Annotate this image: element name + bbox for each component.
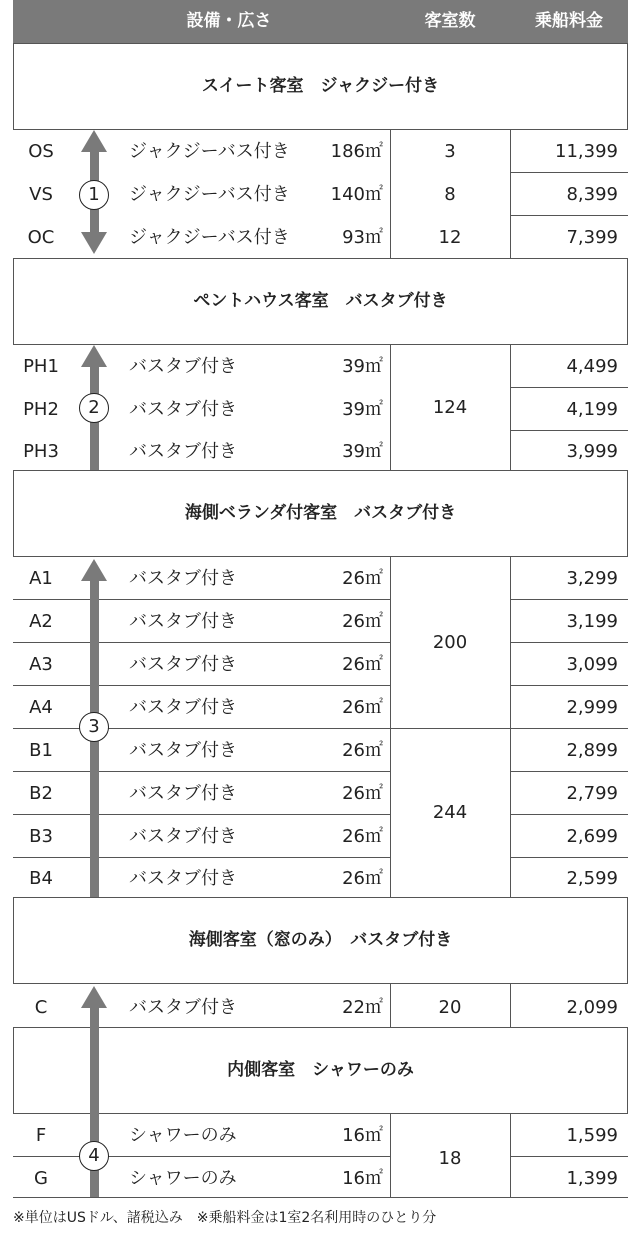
cabin-code: OC [27,227,55,248]
section-title-suite: スイート客室 ジャクジー付き [13,43,628,130]
cabin-area: 16㎡ [342,1125,383,1146]
header-fare: 乗船料金 [535,11,603,31]
cabin-area: 39㎡ [342,399,383,420]
fare-value: 2,699 [566,826,618,847]
room-count: 8 [444,184,456,205]
fare-value: 3,999 [566,441,618,462]
group-marker: 2 [79,393,109,423]
cabin-facility: バスタブ付き [129,783,237,804]
cabin-code: A2 [29,611,53,632]
cabin-facility: バスタブ付き [129,997,237,1018]
cabin-area: 26㎡ [342,697,383,718]
section-title-penthouse: ペントハウス客室 バスタブ付き [13,258,628,345]
room-count: 20 [438,997,462,1018]
cabin-area: 26㎡ [342,611,383,632]
arrow-down-icon [81,232,107,254]
cabin-facility: バスタブ付き [129,568,237,589]
cabin-code: B2 [29,783,53,804]
room-count-merged: 200 [432,632,468,653]
cabin-facility: バスタブ付き [129,356,237,377]
fare-value: 2,599 [566,868,618,889]
table-header [13,0,628,43]
cabin-code: B4 [29,868,53,889]
cabin-area: 22㎡ [342,997,383,1018]
cabin-facility: シャワーのみ [129,1168,237,1189]
fare-value: 4,199 [566,399,618,420]
section-title-interior: 内側客室 シャワーのみ [13,1027,628,1114]
cabin-area: 26㎡ [342,568,383,589]
fare-value: 3,299 [566,568,618,589]
cabin-area: 26㎡ [342,868,383,889]
cabin-facility: バスタブ付き [129,740,237,761]
cabin-area: 140㎡ [330,184,383,205]
fare-value: 1,599 [566,1125,618,1146]
room-count: 12 [438,227,462,248]
cabin-area: 26㎡ [342,654,383,675]
cabin-code: PH3 [23,441,59,462]
cabin-area: 39㎡ [342,356,383,377]
cabin-area: 26㎡ [342,783,383,804]
cabin-area: 26㎡ [342,740,383,761]
group-marker: 3 [79,712,109,742]
fare-value: 3,099 [566,654,618,675]
cabin-code: VS [29,184,53,205]
cabin-area: 39㎡ [342,441,383,462]
header-room-count: 客室数 [424,11,476,31]
cabin-facility: バスタブ付き [129,826,237,847]
cabin-code: A1 [29,568,53,589]
cabin-code: A3 [29,654,53,675]
section-title-oceanview: 海側客室（窓のみ） バスタブ付き [13,897,628,984]
group-marker: 1 [79,180,109,210]
cabin-facility: バスタブ付き [129,697,237,718]
cabin-facility: ジャクジーバス付き [129,227,290,248]
fare-value: 7,399 [566,227,618,248]
cabin-facility: バスタブ付き [129,654,237,675]
room-count-merged: 244 [432,802,468,823]
arrow-up-icon [81,986,107,1008]
room-count-merged: 124 [432,397,468,418]
cabin-facility: バスタブ付き [129,868,237,889]
cabin-code: C [34,997,48,1018]
header-facility-area: 設備・広さ [186,11,272,31]
cabin-code: A4 [29,697,53,718]
arrow-up-icon [81,130,107,152]
cabin-code: B1 [29,740,53,761]
cabin-area: 16㎡ [342,1168,383,1189]
cabin-facility: ジャクジーバス付き [129,141,290,162]
group-marker: 4 [79,1141,109,1171]
room-count-merged: 18 [438,1148,462,1169]
arrow-up-icon [81,559,107,581]
fare-value: 2,999 [566,697,618,718]
cabin-area: 186㎡ [330,141,383,162]
fare-value: 1,399 [566,1168,618,1189]
cabin-code: OS [28,141,54,162]
cabin-area: 26㎡ [342,826,383,847]
cabin-facility: バスタブ付き [129,441,237,462]
cabin-code: PH1 [23,356,59,377]
cabin-code: G [34,1168,48,1189]
section-title-veranda: 海側ベランダ付客室 バスタブ付き [13,470,628,557]
fare-value: 8,399 [566,184,618,205]
fare-value: 4,499 [566,356,618,377]
fare-value: 2,899 [566,740,618,761]
room-count: 3 [444,141,456,162]
arrow-up-icon [81,345,107,367]
cabin-code: B3 [29,826,53,847]
cabin-area: 93㎡ [342,227,383,248]
fare-value: 2,099 [566,997,618,1018]
cabin-facility: シャワーのみ [129,1125,237,1146]
cabin-code: PH2 [23,399,59,420]
cabin-facility: ジャクジーバス付き [129,184,290,205]
fare-value: 11,399 [555,141,618,162]
fare-value: 2,799 [566,783,618,804]
cabin-facility: バスタブ付き [129,399,237,420]
footnote: ※単位はUSドル、諸税込み ※乗船料金は1室2名利用時のひとり分 [13,1210,437,1226]
cabin-code: F [35,1125,47,1146]
cabin-facility: バスタブ付き [129,611,237,632]
cabin-fare-table [13,0,628,1198]
fare-value: 3,199 [566,611,618,632]
